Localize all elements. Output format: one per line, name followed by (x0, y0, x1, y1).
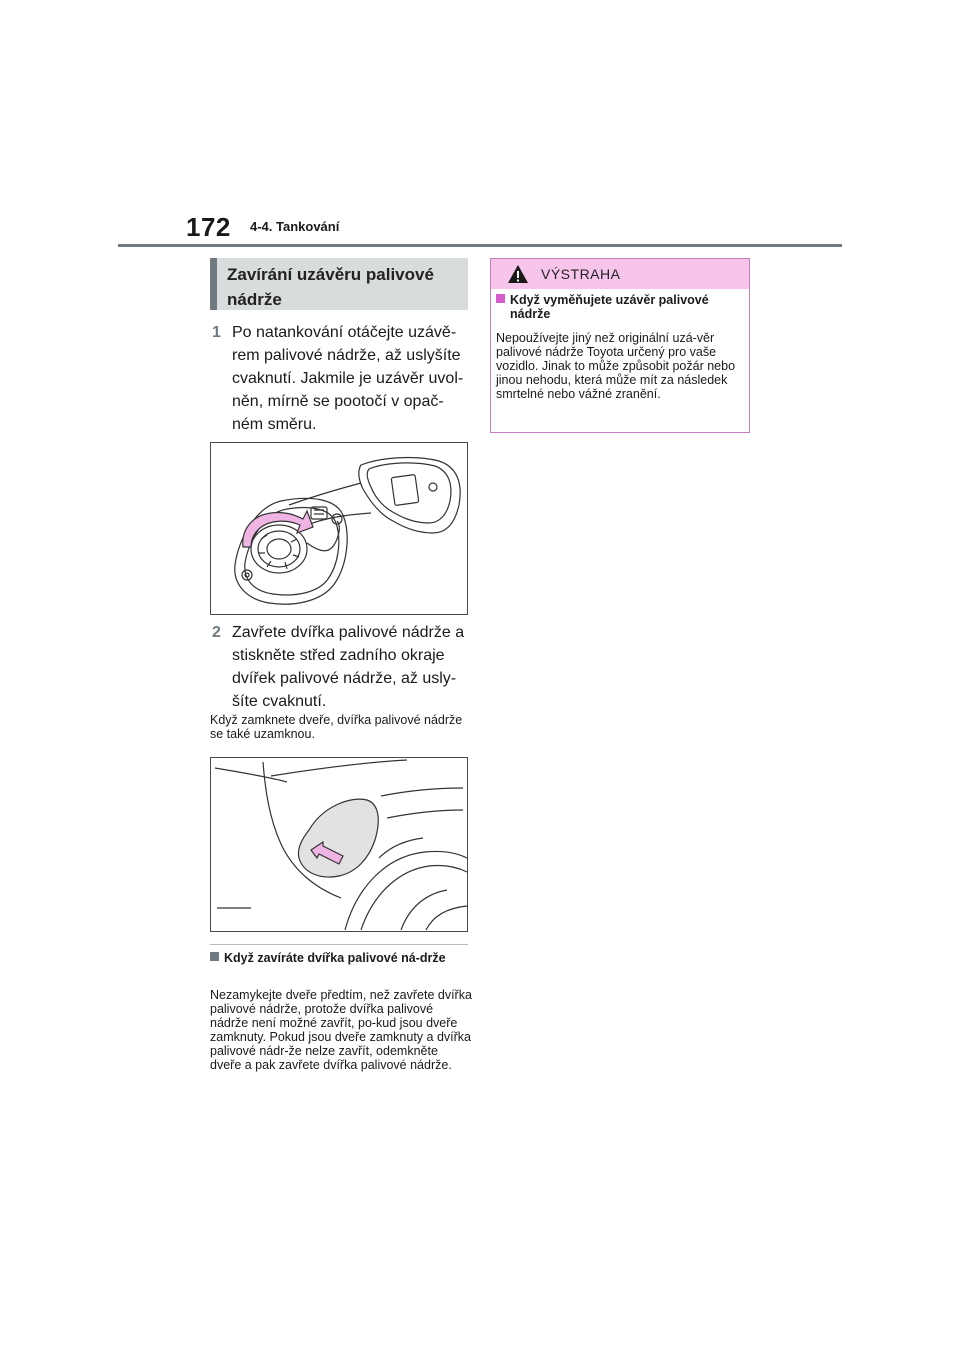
section-label: 4-4. Tankování (250, 219, 340, 234)
header-rule (118, 244, 842, 247)
step-1-text: Po natankování otáčejte uzávě-rem palivové nádrže, až uslyšíte cvaknutí. Jakmile je uzávěr uvol-něn, mírně se pootočí v opač-ném směru. (232, 324, 464, 433)
fuel-door-drawing (211, 758, 467, 931)
section-heading: Zavírání uzávěru palivové nádrže (210, 258, 468, 310)
warning-subtitle: Když vyměňujete uzávěr palivové nádrže (510, 293, 709, 321)
step-2-text: Zavřete dvířka palivové nádrže a stiskněte střed zadního okraje dvířek palivové nádrže, až usly-šíte cvaknutí. (232, 624, 465, 710)
subsection-rule (210, 944, 468, 945)
square-bullet-icon (210, 952, 219, 961)
rotate-arrow-icon (243, 511, 313, 547)
step-1-number: 1 (212, 324, 221, 341)
warning-title: VÝSTRAHA (541, 266, 621, 282)
subsection-title: Když zavíráte dvířka palivové ná-drže (224, 951, 446, 965)
warning-triangle-icon (507, 264, 529, 284)
subsection-body: Nezamykejte dveře předtím, než zavřete dvířka palivové nádrže, protože dvířka palivové nádrže není možné zavřít, po-kud jsou dveře zamknuty. Pokud jsou dveře zamknuty a dvířka palivové nádr-že nelze zavřít, odemkněte dveře a pak zavřete dvířka palivové nádrže. (210, 988, 472, 1072)
fuel-cap-illustration (210, 442, 468, 615)
subsection-heading (210, 951, 470, 965)
fuel-door-illustration (210, 757, 468, 932)
warning-box (490, 258, 750, 433)
fuel-cap-drawing (211, 443, 467, 614)
warning-subheading (496, 293, 744, 321)
warning-body: Nepoužívejte jiný než originální uzá-věr palivové nádrže Toyota určený pro vaše vozidlo. Jinak to může způsobit požár nebo jinou nehodu, která může mít za následek smrtelné nebo vážné zranění. (496, 331, 736, 401)
warning-header (491, 259, 749, 289)
step-2 (212, 621, 472, 713)
lock-note: Když zamknete dveře, dvířka palivové nádrže se také uzamknou. (210, 713, 463, 741)
square-bullet-icon (496, 294, 505, 303)
step-1 (212, 321, 472, 436)
page-number: 172 (186, 212, 231, 242)
step-2-number: 2 (212, 624, 221, 641)
